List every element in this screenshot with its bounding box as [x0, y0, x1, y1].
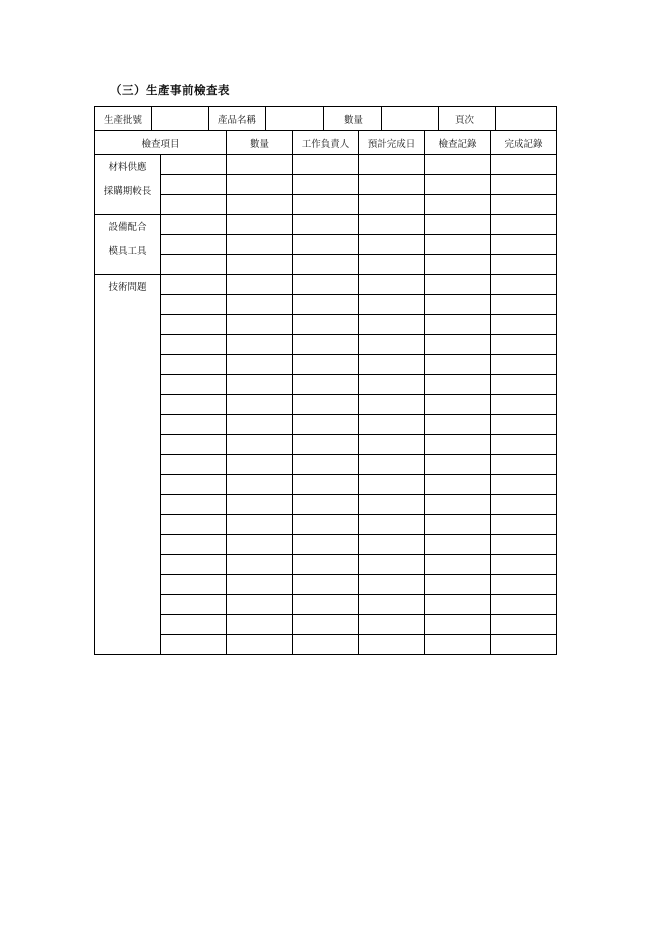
table-row — [95, 435, 557, 455]
cell-completion-record[interactable] — [491, 195, 557, 215]
table-row — [95, 315, 557, 335]
cell-check-record[interactable] — [425, 195, 491, 215]
cell-responsible-person[interactable] — [293, 275, 359, 295]
cell-completion-record[interactable] — [491, 635, 557, 655]
table-row — [95, 495, 557, 515]
cell-quantity[interactable] — [227, 455, 293, 475]
column-header-responsible-person: 工作負責人 — [293, 131, 359, 155]
cell-completion-record[interactable] — [491, 615, 557, 635]
cell-completion-record[interactable] — [491, 275, 557, 295]
cell-check-record[interactable] — [425, 395, 491, 415]
cell-quantity[interactable] — [227, 235, 293, 255]
cell-check-record[interactable] — [425, 515, 491, 535]
cell-completion-record[interactable] — [491, 455, 557, 475]
cell-quantity[interactable] — [227, 415, 293, 435]
cell-check-record[interactable] — [425, 635, 491, 655]
cell-item-detail[interactable] — [161, 515, 227, 535]
cell-check-record[interactable] — [425, 295, 491, 315]
cell-completion-record[interactable] — [491, 375, 557, 395]
table-row — [95, 595, 557, 615]
cell-quantity[interactable] — [227, 375, 293, 395]
cell-responsible-person[interactable] — [293, 515, 359, 535]
cell-check-record[interactable] — [425, 315, 491, 335]
cell-completion-record[interactable] — [491, 335, 557, 355]
cell-completion-record[interactable] — [491, 235, 557, 255]
cell-completion-record[interactable] — [491, 295, 557, 315]
cell-item-detail[interactable] — [161, 455, 227, 475]
cell-expected-date[interactable] — [359, 395, 425, 415]
cell-item-detail[interactable] — [161, 275, 227, 295]
cell-expected-date[interactable] — [359, 455, 425, 475]
cell-expected-date[interactable] — [359, 315, 425, 335]
cell-check-record[interactable] — [425, 275, 491, 295]
cell-item-detail[interactable] — [161, 395, 227, 415]
table-row — [95, 175, 557, 195]
cell-quantity[interactable] — [227, 435, 293, 455]
cell-expected-date[interactable] — [359, 355, 425, 375]
table-row — [95, 375, 557, 395]
quantity-field[interactable] — [382, 107, 439, 131]
cell-responsible-person[interactable] — [293, 255, 359, 275]
cell-item-detail[interactable] — [161, 335, 227, 355]
cell-check-record[interactable] — [425, 415, 491, 435]
cell-completion-record[interactable] — [491, 355, 557, 375]
cell-completion-record[interactable] — [491, 255, 557, 275]
cell-item-detail[interactable] — [161, 535, 227, 555]
cell-responsible-person[interactable] — [293, 375, 359, 395]
cell-quantity[interactable] — [227, 475, 293, 495]
cell-quantity[interactable] — [227, 335, 293, 355]
cell-responsible-person[interactable] — [293, 495, 359, 515]
table-row — [95, 335, 557, 355]
cell-completion-record[interactable] — [491, 595, 557, 615]
cell-responsible-person[interactable] — [293, 615, 359, 635]
cell-expected-date[interactable] — [359, 615, 425, 635]
batch-number-label: 生產批號 — [95, 107, 152, 131]
cell-expected-date[interactable] — [359, 195, 425, 215]
cell-check-record[interactable] — [425, 335, 491, 355]
column-header-completion-record: 完成記錄 — [491, 131, 557, 155]
cell-expected-date[interactable] — [359, 515, 425, 535]
cell-expected-date[interactable] — [359, 575, 425, 595]
product-name-label: 產品名稱 — [209, 107, 266, 131]
table-row — [95, 475, 557, 495]
table-row — [95, 615, 557, 635]
cell-completion-record[interactable] — [491, 395, 557, 415]
cell-expected-date[interactable] — [359, 175, 425, 195]
page-number-field[interactable] — [496, 107, 557, 131]
cell-check-record[interactable] — [425, 455, 491, 475]
cell-responsible-person[interactable] — [293, 475, 359, 495]
cell-expected-date[interactable] — [359, 435, 425, 455]
column-header-quantity: 數量 — [227, 131, 293, 155]
cell-item-detail[interactable] — [161, 155, 227, 175]
checklist-table — [94, 130, 557, 655]
cell-check-record[interactable] — [425, 215, 491, 235]
product-name-field[interactable] — [266, 107, 324, 131]
cell-completion-record[interactable] — [491, 155, 557, 175]
cell-quantity[interactable] — [227, 295, 293, 315]
group-label-3 — [95, 275, 161, 655]
column-header-check-record: 檢查記錄 — [425, 131, 491, 155]
group-label-line: 材料供應 — [108, 162, 147, 173]
group-label-line: 設備配合 — [108, 222, 147, 233]
table-row — [95, 455, 557, 475]
table-row — [95, 395, 557, 415]
cell-item-detail[interactable] — [161, 295, 227, 315]
cell-responsible-person[interactable] — [293, 395, 359, 415]
cell-item-detail[interactable] — [161, 375, 227, 395]
table-row — [95, 155, 557, 175]
group-label-line: 技術問題 — [108, 282, 147, 293]
cell-check-record[interactable] — [425, 175, 491, 195]
table-row — [95, 275, 557, 295]
cell-expected-date[interactable] — [359, 375, 425, 395]
cell-expected-date[interactable] — [359, 475, 425, 495]
table-row — [95, 575, 557, 595]
cell-check-record[interactable] — [425, 475, 491, 495]
cell-responsible-person[interactable] — [293, 355, 359, 375]
cell-quantity[interactable] — [227, 175, 293, 195]
table-row — [95, 415, 557, 435]
cell-item-detail[interactable] — [161, 555, 227, 575]
cell-item-detail[interactable] — [161, 355, 227, 375]
table-row — [95, 555, 557, 575]
cell-check-record[interactable] — [425, 355, 491, 375]
cell-expected-date[interactable] — [359, 495, 425, 515]
cell-completion-record[interactable] — [491, 535, 557, 555]
cell-responsible-person[interactable] — [293, 635, 359, 655]
cell-quantity[interactable] — [227, 535, 293, 555]
cell-expected-date[interactable] — [359, 235, 425, 255]
cell-completion-record[interactable] — [491, 495, 557, 515]
cell-expected-date[interactable] — [359, 535, 425, 555]
cell-responsible-person[interactable] — [293, 535, 359, 555]
column-header-check-item: 檢查項目 — [95, 131, 227, 155]
cell-completion-record[interactable] — [491, 415, 557, 435]
cell-check-record[interactable] — [425, 555, 491, 575]
page-title: （三）生產事前檢查表 — [110, 83, 230, 97]
cell-responsible-person[interactable] — [293, 575, 359, 595]
cell-responsible-person[interactable] — [293, 455, 359, 475]
quantity-label: 數量 — [324, 107, 382, 131]
cell-item-detail[interactable] — [161, 635, 227, 655]
cell-responsible-person[interactable] — [293, 175, 359, 195]
cell-completion-record[interactable] — [491, 475, 557, 495]
cell-expected-date[interactable] — [359, 415, 425, 435]
cell-responsible-person[interactable] — [293, 215, 359, 235]
cell-quantity[interactable] — [227, 635, 293, 655]
table-row — [95, 355, 557, 375]
cell-completion-record[interactable] — [491, 175, 557, 195]
cell-expected-date[interactable] — [359, 295, 425, 315]
cell-quantity[interactable] — [227, 255, 293, 275]
cell-item-detail[interactable] — [161, 495, 227, 515]
cell-responsible-person[interactable] — [293, 155, 359, 175]
cell-item-detail[interactable] — [161, 235, 227, 255]
cell-responsible-person[interactable] — [293, 295, 359, 315]
table-row — [95, 515, 557, 535]
cell-check-record[interactable] — [425, 495, 491, 515]
cell-item-detail[interactable] — [161, 315, 227, 335]
group-label-line: 採購期較長 — [103, 186, 152, 197]
table-row — [95, 195, 557, 215]
cell-completion-record[interactable] — [491, 575, 557, 595]
page-number-label: 頁次 — [439, 107, 496, 131]
cell-responsible-person[interactable] — [293, 435, 359, 455]
cell-check-record[interactable] — [425, 235, 491, 255]
cell-item-detail[interactable] — [161, 475, 227, 495]
cell-item-detail[interactable] — [161, 435, 227, 455]
cell-quantity[interactable] — [227, 395, 293, 415]
cell-completion-record[interactable] — [491, 435, 557, 455]
cell-expected-date[interactable] — [359, 255, 425, 275]
table-row — [95, 235, 557, 255]
cell-item-detail[interactable] — [161, 595, 227, 615]
cell-responsible-person[interactable] — [293, 415, 359, 435]
cell-check-record[interactable] — [425, 615, 491, 635]
cell-check-record[interactable] — [425, 595, 491, 615]
cell-item-detail[interactable] — [161, 415, 227, 435]
cell-quantity[interactable] — [227, 595, 293, 615]
cell-quantity[interactable] — [227, 155, 293, 175]
cell-check-record[interactable] — [425, 535, 491, 555]
cell-quantity[interactable] — [227, 195, 293, 215]
cell-responsible-person[interactable] — [293, 235, 359, 255]
cell-completion-record[interactable] — [491, 555, 557, 575]
cell-item-detail[interactable] — [161, 195, 227, 215]
cell-quantity[interactable] — [227, 515, 293, 535]
cell-check-record[interactable] — [425, 435, 491, 455]
table-row — [95, 215, 557, 235]
cell-check-record[interactable] — [425, 375, 491, 395]
cell-quantity[interactable] — [227, 315, 293, 335]
cell-check-record[interactable] — [425, 575, 491, 595]
group-label-line: 模具工具 — [108, 246, 147, 257]
group-label-2 — [95, 215, 161, 275]
group-label-1 — [95, 155, 161, 215]
cell-responsible-person[interactable] — [293, 195, 359, 215]
cell-item-detail[interactable] — [161, 215, 227, 235]
cell-item-detail[interactable] — [161, 615, 227, 635]
table-row — [95, 635, 557, 655]
cell-expected-date[interactable] — [359, 635, 425, 655]
cell-quantity[interactable] — [227, 275, 293, 295]
cell-check-record[interactable] — [425, 255, 491, 275]
cell-responsible-person[interactable] — [293, 595, 359, 615]
cell-expected-date[interactable] — [359, 555, 425, 575]
cell-quantity[interactable] — [227, 355, 293, 375]
cell-quantity[interactable] — [227, 215, 293, 235]
column-header-expected-date: 預計完成日 — [359, 131, 425, 155]
cell-expected-date[interactable] — [359, 595, 425, 615]
cell-completion-record[interactable] — [491, 315, 557, 335]
cell-expected-date[interactable] — [359, 275, 425, 295]
cell-expected-date[interactable] — [359, 335, 425, 355]
table-row — [95, 255, 557, 275]
cell-completion-record[interactable] — [491, 515, 557, 535]
cell-item-detail[interactable] — [161, 255, 227, 275]
cell-completion-record[interactable] — [491, 215, 557, 235]
cell-quantity[interactable] — [227, 555, 293, 575]
table-row — [95, 535, 557, 555]
table-row — [95, 295, 557, 315]
cell-quantity[interactable] — [227, 615, 293, 635]
cell-quantity[interactable] — [227, 575, 293, 595]
batch-number-field[interactable] — [152, 107, 209, 131]
cell-responsible-person[interactable] — [293, 315, 359, 335]
cell-check-record[interactable] — [425, 155, 491, 175]
header-info-table — [94, 106, 557, 131]
cell-item-detail[interactable] — [161, 575, 227, 595]
cell-responsible-person[interactable] — [293, 335, 359, 355]
cell-quantity[interactable] — [227, 495, 293, 515]
cell-responsible-person[interactable] — [293, 555, 359, 575]
cell-item-detail[interactable] — [161, 175, 227, 195]
cell-expected-date[interactable] — [359, 215, 425, 235]
cell-expected-date[interactable] — [359, 155, 425, 175]
